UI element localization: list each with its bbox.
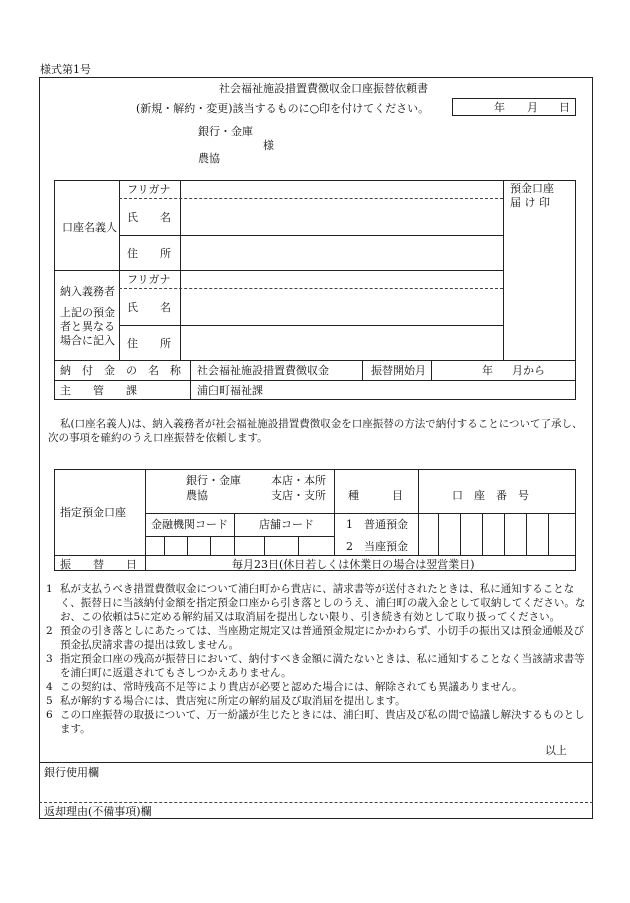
term-number: 5 [46, 695, 53, 707]
account-number-label: 口 座 番 号 [452, 489, 529, 502]
payer-name-label: 氏 名 [127, 301, 171, 314]
term-number: 1 [46, 583, 53, 595]
form-number: 様式第1号 [40, 63, 91, 76]
term-number: 4 [46, 681, 53, 693]
kind-ordinary[interactable]: 1 普通預金 [346, 518, 408, 531]
dept-label: 主 管 課 [60, 384, 137, 397]
term-item [46, 708, 586, 736]
term-number: 3 [46, 653, 53, 665]
holder-name-label: 氏 名 [127, 211, 171, 224]
designated-shiten: 支店・支所 [271, 489, 326, 502]
payer-address-label: 住 所 [127, 337, 171, 350]
transfer-day-label: 振 替 日 [60, 558, 137, 571]
return-reason-label: 返却理由(不備事項)欄 [44, 805, 152, 818]
payer-furigana-label: フリガナ [127, 273, 171, 286]
term-text: 私が解約する場合には、貴店宛に所定の解約届及び取消届を提出します。 [60, 695, 406, 707]
ijo-label: 以上 [545, 744, 567, 757]
date-day: 日 [559, 101, 570, 114]
date-year: 年 [494, 101, 505, 114]
consent-text: 私(口座名義人)は、納入義務者が社会福祉施設措置費徴収金を口座振替の方法で納付することについて了承し、次の事項を確約のうえ口座振替を依頼します。 [48, 418, 583, 444]
holder-furigana-label: フリガナ [127, 183, 171, 196]
payer-note-3: 場合に記入 [60, 334, 115, 347]
sama-label: 様 [263, 139, 274, 152]
kind-current[interactable]: 2 当座預金 [346, 540, 408, 553]
date-box[interactable] [452, 98, 576, 116]
bank-use-label: 銀行使用欄 [44, 766, 99, 779]
payer-note-1: 上記の預金 [60, 306, 115, 319]
term-text: この契約は、常時残高不足等により貴店が必要と認めた場合には、解除されても異議ありません。 [60, 681, 523, 693]
term-item [46, 680, 586, 694]
nokyo-label: 農協 [198, 152, 220, 165]
term-number: 2 [46, 625, 53, 637]
start-year: 年 [482, 364, 493, 377]
payer-note-2: 者と異なる [60, 320, 115, 333]
start-month: 月から [512, 364, 545, 377]
term-text: 指定預金口座の残高が振替日において、納付すべき金額に満たないときは、私に通知することなく当該請求書等を浦臼町に返還されてもさしつかえありません。 [60, 653, 585, 679]
instruction-text: (新規・解約・変更)該当するものに○印を付けてください。 [136, 102, 430, 115]
term-item [46, 652, 586, 680]
terms-list [46, 582, 586, 736]
form-title: 社会福祉施設措置費徴収金口座振替依頼書 [219, 82, 428, 95]
term-item [46, 582, 586, 624]
payment-name-label: 納 付 金 の 名 称 [60, 364, 181, 377]
term-number: 6 [46, 709, 53, 721]
term-item [46, 694, 586, 708]
payment-name-value: 社会福祉施設措置費徴収金 [197, 364, 329, 377]
term-text: 預金の引き落としにあたっては、当座勘定規定又は普通預金規定にかかわらず、小切手の振出又は預金通帳及び預金払戻請求書の提出は致しません。 [60, 625, 585, 651]
seal-label-1: 預金口座 [510, 182, 554, 195]
institution-code-label: 金融機関コード [151, 518, 228, 531]
designated-bank: 銀行・金庫 [186, 474, 241, 487]
transfer-day-value: 毎月23日(休日若しくは休業日の場合は翌営業日) [232, 558, 475, 571]
designated-label: 指定預金口座 [60, 506, 126, 519]
seal-label-2: 届 け 印 [510, 196, 550, 209]
term-item [46, 624, 586, 652]
payer-label: 納入義務者 [60, 285, 115, 298]
holder-address-label: 住 所 [127, 247, 171, 260]
designated-honten: 本店・本所 [271, 474, 326, 487]
kind-label: 種 目 [348, 489, 403, 502]
account-holder-label: 口座名義人 [62, 221, 117, 234]
designated-nokyo: 農協 [186, 489, 208, 502]
term-text: 私が支払うべき措置費徴収金について浦臼町から貴店に、請求書等が送付されたときは、私に通知することなく、振替日に当該納付金額を指定預金口座から引き落としのうえ、浦臼町の歳入金として収納してください。なお、この依頼は5に定める解約届又は取消届を提出しない限り、引き続き有効として取り扱ってください。 [60, 583, 586, 623]
branch-code-label: 店舗コード [259, 518, 314, 531]
term-text: この口座振替の取扱について、万一紛議が生じたときには、浦臼町、貴店及び私の間で協議し解決するものとします。 [60, 709, 585, 735]
date-month: 月 [527, 101, 538, 114]
bank-label: 銀行・金庫 [198, 125, 253, 138]
start-month-label: 振替開始月 [371, 364, 426, 377]
dept-value: 浦臼町福祉課 [197, 384, 263, 397]
